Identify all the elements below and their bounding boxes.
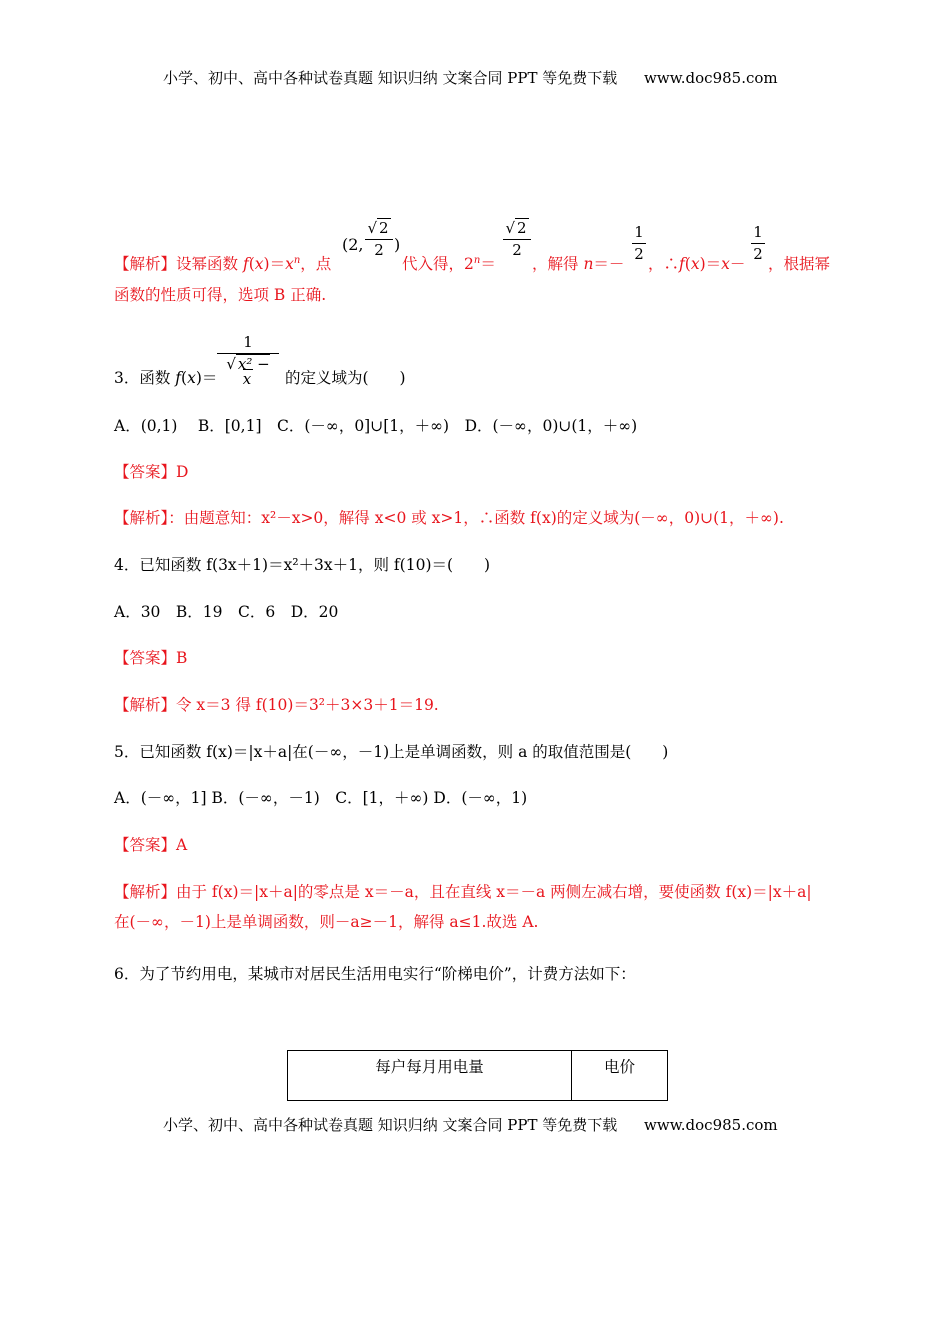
- footer-url: www.doc985.com: [644, 1116, 778, 1134]
- q3-analysis: 【解析】：由题意知：x²－x>0，解得 x<0 或 x>1，∴函数 f(x)的定义域为(－∞，0)∪(1，＋∞).: [114, 509, 784, 527]
- page-footer: [163, 1118, 778, 1133]
- point-fraction: √ 2 2: [365, 221, 393, 258]
- table-header-usage: 每户每月用电量: [288, 1051, 572, 1101]
- analysis-q2-substitute: 代入得，$2^n=$: [402, 255, 496, 273]
- table-row: [288, 1051, 668, 1101]
- analysis-q2-solve: ，解得 n＝－: [532, 255, 625, 273]
- analysis-q2-line2: 函数的性质可得，选项 B 正确.: [114, 286, 327, 304]
- analysis-q2-line1: 【解析】设幂函数 $f(x)=x^n$，点: [114, 255, 332, 273]
- q3-stem: 3．函数 f(x)＝: [114, 369, 218, 387]
- n-fraction: 1 2: [632, 225, 646, 262]
- point-close: ): [394, 235, 401, 254]
- q4-answer: 【答案】B: [114, 649, 188, 667]
- table-header-price: 电价: [572, 1051, 668, 1101]
- q5-answer: 【答案】A: [114, 836, 188, 854]
- q3-answer: 【答案】D: [114, 463, 189, 481]
- q3-stem-tail: 的定义域为( ): [285, 369, 406, 387]
- exp-fraction: 1 2: [751, 225, 765, 262]
- q5-analysis-line1: 【解析】由于 f(x)＝|x＋a|的零点是 x＝－a，且在直线 x＝－a 两侧左减右增，要使函数 f(x)＝|x＋a|: [114, 883, 812, 901]
- q6-stem: 6．为了节约用电，某城市对居民生活用电实行“阶梯电价”，计费方法如下：: [114, 965, 636, 983]
- header-text: 小学、初中、高中各种试卷真题 知识归纳 文案合同 PPT 等免费下载: [163, 69, 618, 87]
- analysis-q2-therefore: ，∴f(x)＝x－: [648, 255, 746, 273]
- footer-text: 小学、初中、高中各种试卷真题 知识归纳 文案合同 PPT 等免费下载: [163, 1116, 618, 1134]
- analysis-q2-tail: ，根据幂: [768, 255, 831, 273]
- q4-stem: 4．已知函数 f(3x＋1)＝x²＋3x＋1，则 f(10)＝( ): [114, 556, 491, 574]
- q3-fraction: 1 √ x² − x: [217, 335, 279, 387]
- header-url: www.doc985.com: [644, 69, 778, 87]
- q5-stem: 5．已知函数 f(x)＝|x＋a|在(－∞，－1)上是单调函数，则 a 的取值范围是( ): [114, 743, 669, 761]
- q4-options: A．30 B．19 C．6 D．20: [114, 603, 339, 621]
- q5-analysis-line2: 在(－∞，－1)上是单调函数，则－a≥－1，解得 a≤1.故选 A.: [114, 913, 539, 931]
- q4-analysis: 【解析】令 x＝3 得 f(10)＝3²＋3×3＋1＝19.: [114, 696, 439, 714]
- q5-options: A．(－∞，1] B．(－∞，－1) C．[1，＋∞) D．(－∞，1): [114, 789, 528, 807]
- q3-options: A．(0,1) B．[0,1] C．(－∞，0]∪[1，＋∞) D．(－∞，0)∪(1，＋∞): [114, 417, 638, 435]
- result-fraction: √ 2 2: [503, 221, 531, 258]
- page-header: [163, 71, 778, 86]
- pricing-table: [287, 1050, 668, 1101]
- point-open: (2,: [342, 235, 364, 254]
